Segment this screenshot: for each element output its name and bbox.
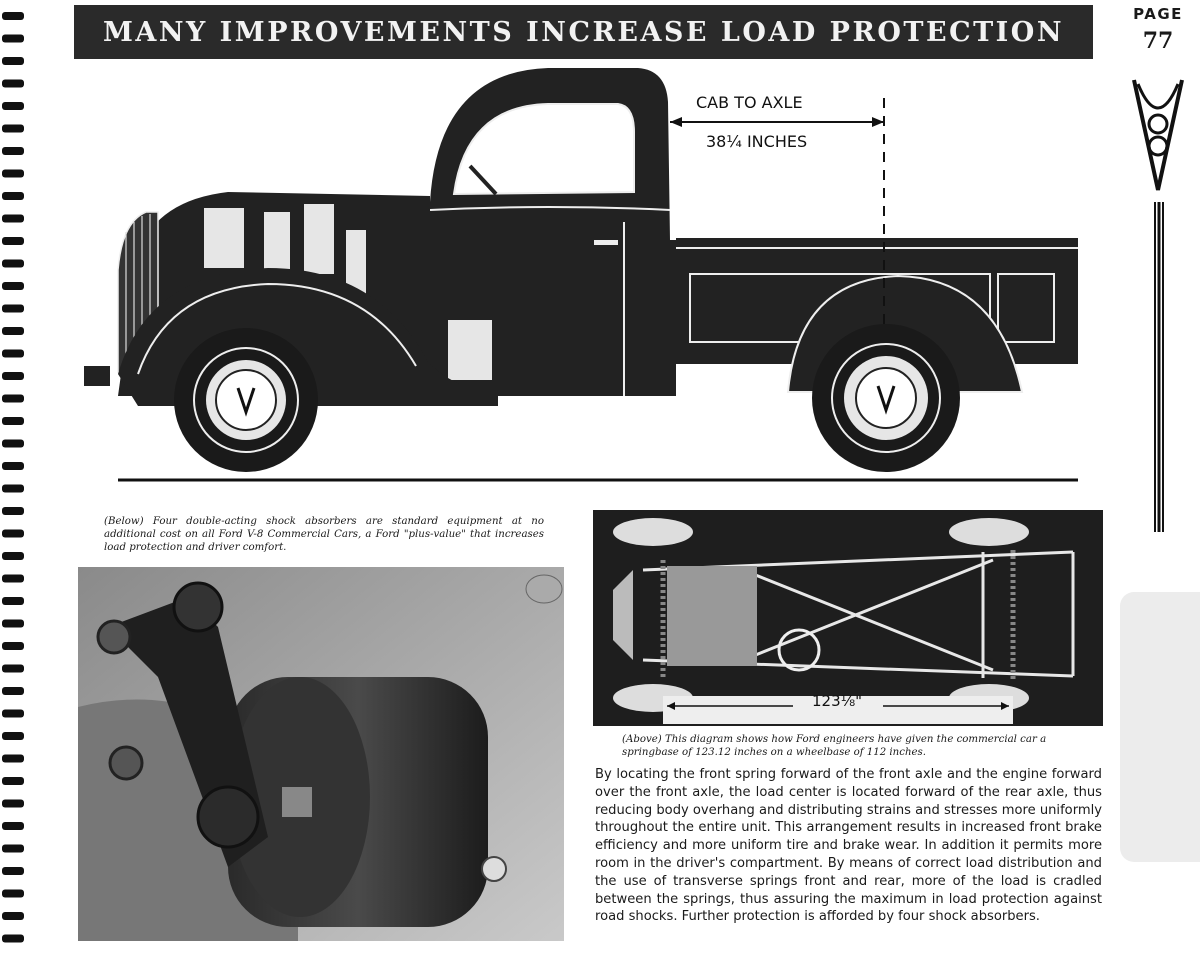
truck-cutaway-illustration [78, 62, 1098, 494]
binding-ring [2, 822, 24, 830]
binding-ring [2, 80, 24, 88]
binding-ring [2, 237, 24, 245]
binding-ring [2, 710, 24, 718]
binding-ring [2, 485, 24, 493]
binding-ring [2, 35, 24, 43]
binding-ring [2, 12, 24, 20]
binding-ring [2, 192, 24, 200]
page-title-banner [74, 5, 1093, 59]
binding-ring [2, 440, 24, 448]
binding-ring [2, 125, 24, 133]
binding-ring [2, 282, 24, 290]
binding-ring [2, 57, 24, 65]
binding-ring [2, 755, 24, 763]
binding-ring [2, 867, 24, 875]
binding-ring [2, 530, 24, 538]
page-title: MANY IMPROVEMENTS INCREASE LOAD PROTECTION [102, 16, 1064, 48]
binding-ring [2, 327, 24, 335]
binding-ring [2, 642, 24, 650]
binding-ring [2, 260, 24, 268]
ford-v8-emblem-icon [1128, 62, 1188, 532]
binding-ring [2, 417, 24, 425]
binding-ring [2, 665, 24, 673]
binding-ring [2, 890, 24, 898]
binding-ring [2, 687, 24, 695]
binding-ring [2, 305, 24, 313]
binding-ring [2, 102, 24, 110]
binding-ring [2, 170, 24, 178]
binding-ring [2, 777, 24, 785]
binding-ring [2, 350, 24, 358]
page-edge-tab [1120, 592, 1200, 862]
body-paragraph: By locating the front spring forward of the front axle and the engine forward over the front axle, the load center is located forward of the rear axle, thus reducing body overhang and distributing strains and stresses more uniformly throughout the entire unit. This arrangement results in increased front brake efficiency and more uniform tire and brake wear. In addition it permits more room in the driver's compartment. By means of correct load distribution and the use of transverse springs front and rear, more of the load is cradled between the springs, thus assuring the maximum in load protection against road shocks. Further protection is afforded by four shock absorbers. [595, 767, 1102, 925]
shock-absorber-caption: (Below) Four double-acting shock absorbers are standard equipment at no additional cost on all Ford V-8 Commercial Cars, a Ford "plus-value" that increases load protection and driver comfort. [104, 516, 544, 553]
binding-ring [2, 372, 24, 380]
shock-absorber-photo [78, 567, 564, 941]
binding-ring [2, 462, 24, 470]
spiral-binding [0, 0, 30, 958]
binding-ring [2, 935, 24, 943]
binding-ring [2, 912, 24, 920]
binding-ring [2, 845, 24, 853]
page-number: 77 [1142, 28, 1174, 54]
binding-ring [2, 732, 24, 740]
page-label: PAGE [1133, 5, 1183, 23]
binding-ring [2, 147, 24, 155]
cab-to-axle-label: CAB TO AXLE [696, 93, 803, 112]
binding-ring [2, 597, 24, 605]
binding-ring [2, 552, 24, 560]
binding-ring [2, 507, 24, 515]
cab-to-axle-value: 38¼ INCHES [706, 132, 808, 151]
binding-ring [2, 575, 24, 583]
binding-ring [2, 620, 24, 628]
binding-ring [2, 395, 24, 403]
springbase-dimension-label: 123⅛" [812, 692, 863, 710]
binding-ring [2, 215, 24, 223]
chassis-diagram-caption: (Above) This diagram shows how Ford engineers have given the commercial car a springbase of 123.12 inches on a wheelbase of 112 inches. [622, 734, 1047, 758]
binding-ring [2, 800, 24, 808]
